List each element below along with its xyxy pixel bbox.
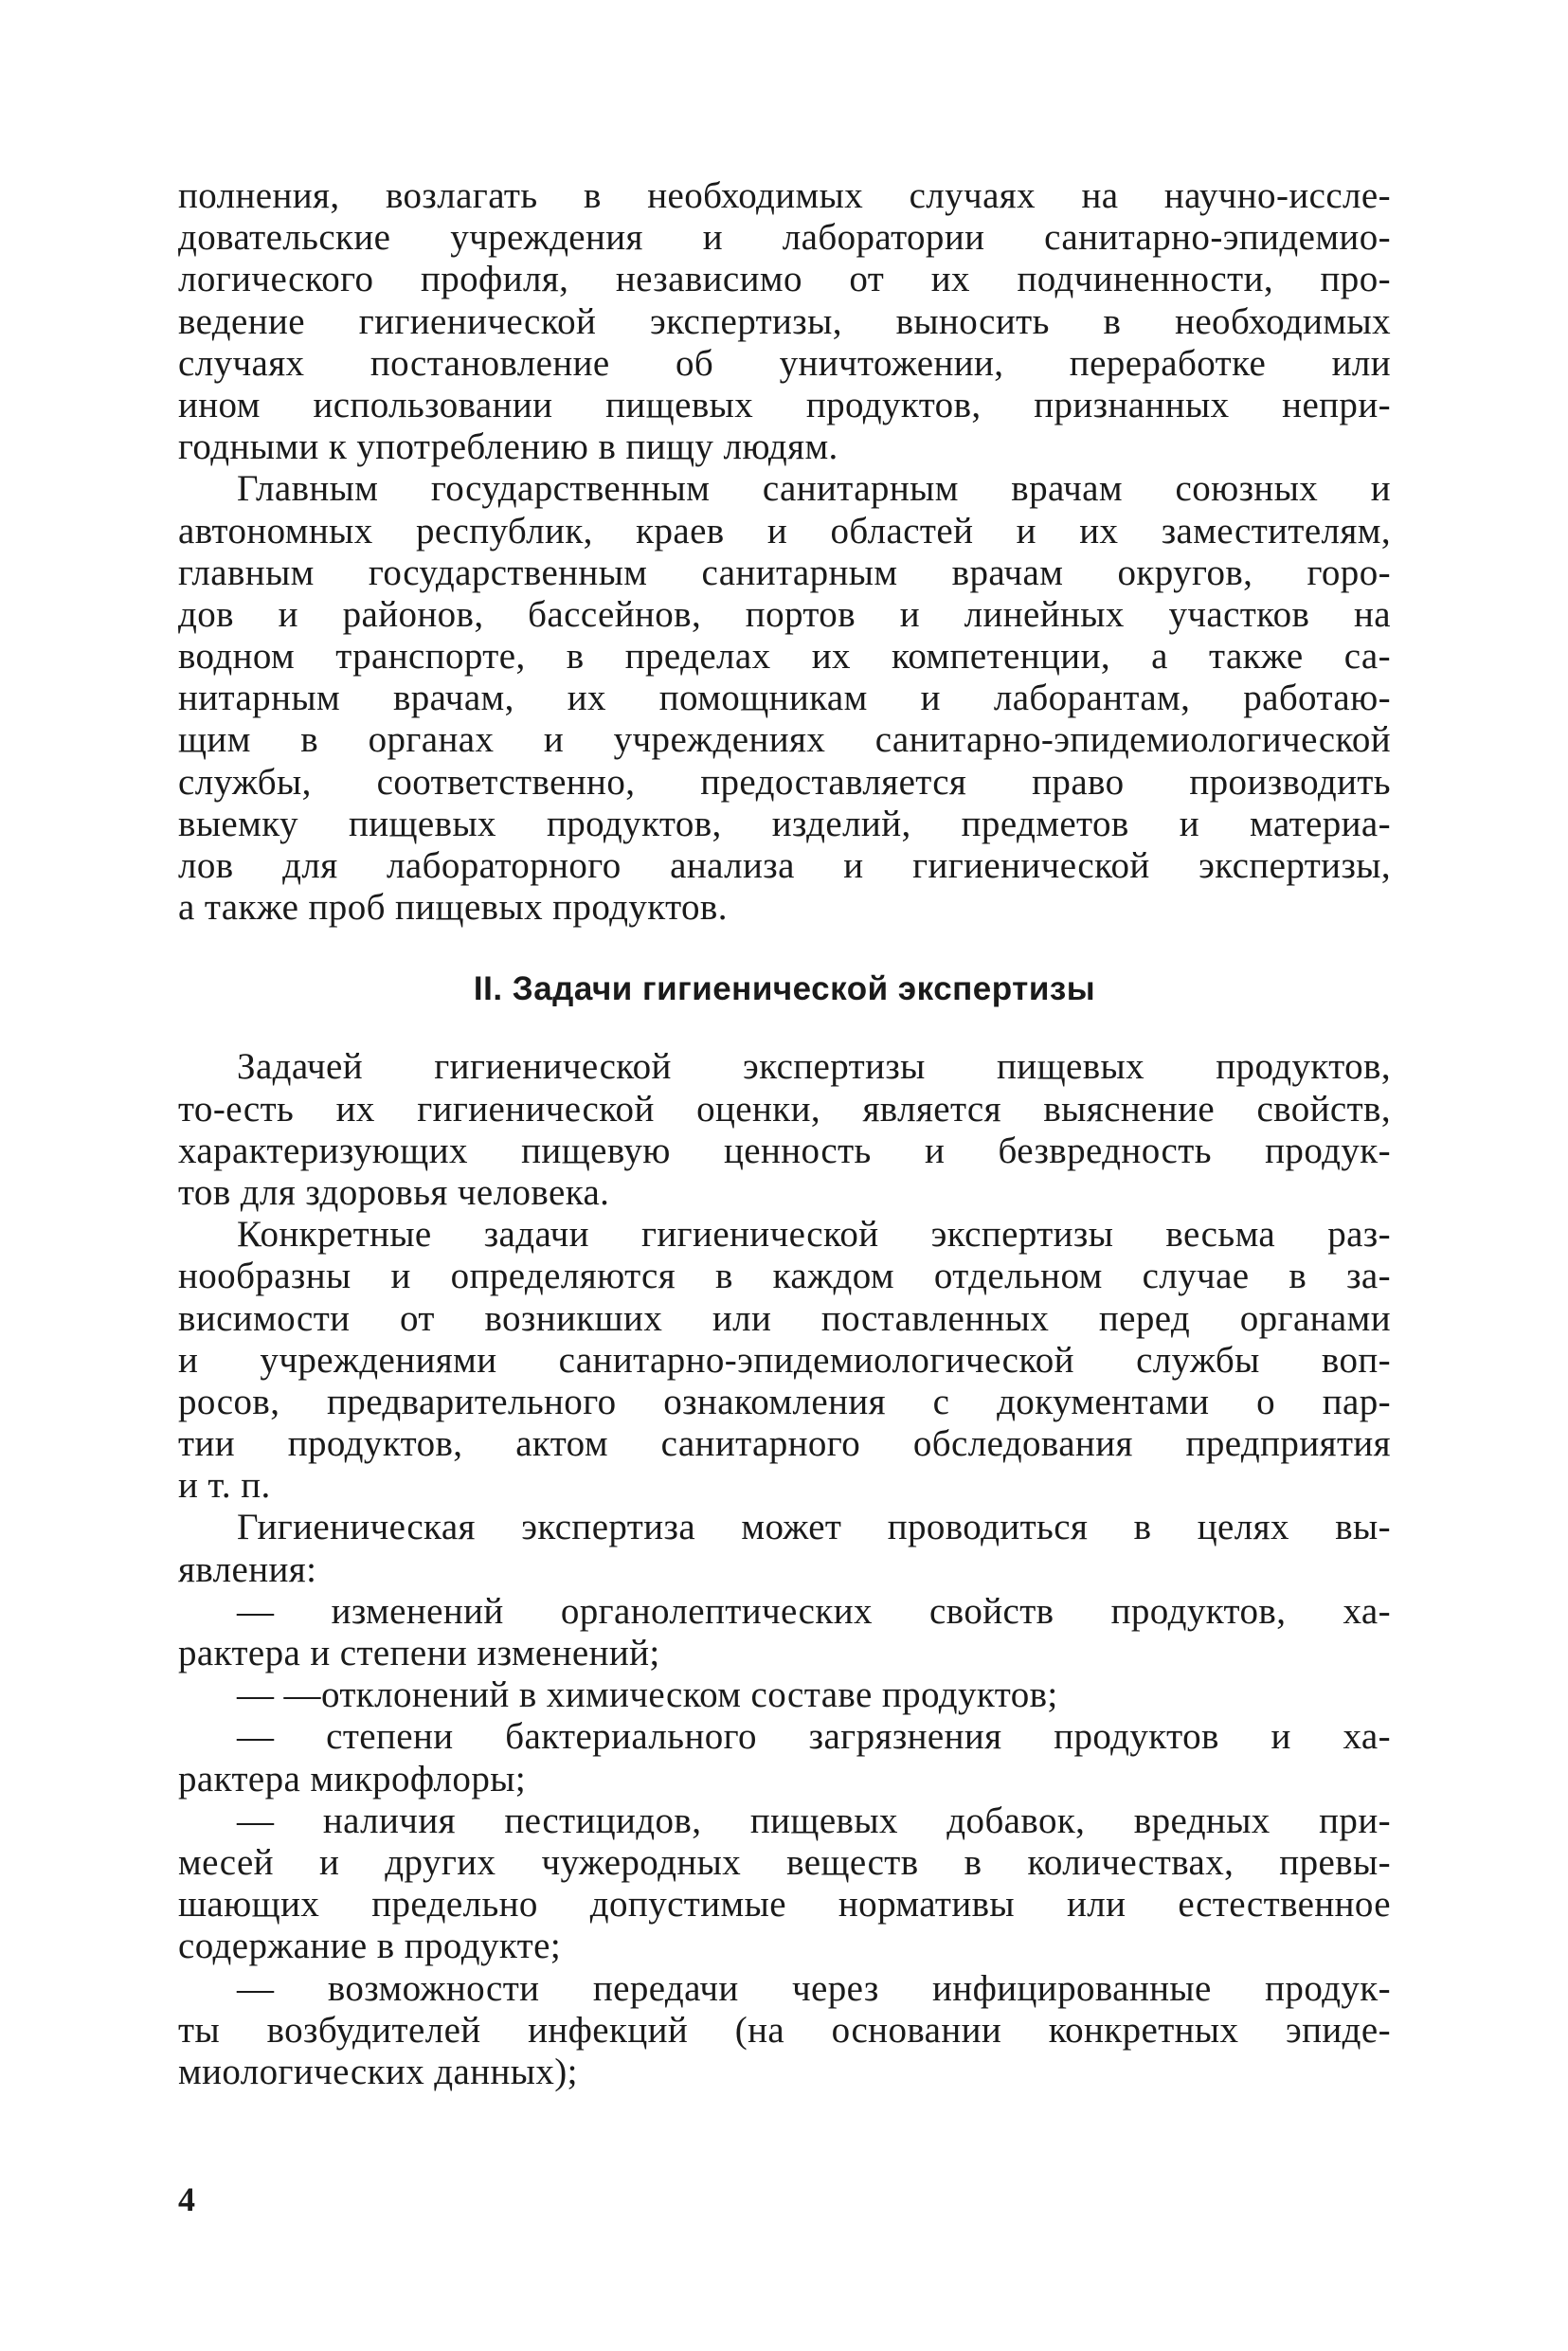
text-line: и т. п.	[178, 1465, 271, 1507]
text-line: лов для лабораторного анализа и гигиенической экспертизы,	[178, 845, 1391, 886]
text-line: висимости от возникших или поставленных перед органами	[178, 1297, 1391, 1339]
text-line: — изменений органолептических свойств продуктов, ха-	[237, 1590, 1391, 1632]
text-line: службы, соответственно, предоставляется право производить	[178, 761, 1391, 803]
paragraph-task-definition	[178, 1046, 1391, 1214]
text-line: автономных республик, краев и областей и их заместителям,	[178, 510, 1391, 552]
text-line: полнения, возлагать в необходимых случаях на научно-иссле-	[178, 175, 1391, 216]
list-item-pesticides	[178, 1800, 1391, 1968]
text-line: главным государственным санитарным врачам округов, горо-	[178, 552, 1391, 593]
text-line: — —отклонений в химическом составе продуктов;	[237, 1674, 1058, 1716]
text-line: тов для здоровья человека.	[178, 1171, 610, 1213]
text-line: характеризующих пищевую ценность и безвредность продук-	[178, 1130, 1391, 1171]
text-line: росов, предварительного ознакомления с документами о пар-	[178, 1381, 1391, 1422]
text-line: — наличия пестицидов, пищевых добавок, вредных при-	[237, 1799, 1391, 1841]
paragraph-specific-tasks	[178, 1214, 1391, 1507]
text-line: щим в органах и учреждениях санитарно-эпидемиологической	[178, 719, 1391, 761]
list-item-organoleptic	[178, 1591, 1391, 1674]
text-line: шающих предельно допустимые нормативы или естественное	[178, 1884, 1391, 1926]
text-line: явления:	[178, 1548, 317, 1590]
text-line: Конкретные задачи гигиенической экспертизы весьма раз-	[237, 1214, 1391, 1256]
page-number: 4	[178, 2180, 195, 2218]
list-item-chemical	[178, 1674, 1391, 1716]
list-item-infection	[178, 1968, 1391, 2094]
text-line: Задачей гигиенической экспертизы пищевых продуктов,	[237, 1046, 1391, 1088]
paragraph-expertise-goals	[178, 1507, 1391, 1590]
text-line: миологических данных);	[178, 2051, 578, 2092]
text-line: логического профиля, независимо от их подчиненности, про-	[178, 259, 1391, 300]
text-line: и учреждениями санитарно-эпидемиологической службы воп-	[178, 1339, 1391, 1381]
text-line: довательские учреждения и лаборатории санитарно-эпидемио-	[178, 217, 1391, 259]
text-line: случаях постановление об уничтожении, переработке или	[178, 342, 1391, 384]
text-line: тии продуктов, актом санитарного обследования предприятия	[178, 1423, 1391, 1465]
text-line: а также проб пищевых продуктов.	[178, 887, 728, 929]
paragraph-continued	[178, 175, 1391, 468]
text-line: рактера и степени изменений;	[178, 1633, 660, 1673]
text-line: месей и других чужеродных веществ в количествах, превы-	[178, 1841, 1391, 1883]
text-line: рактера микрофлоры;	[178, 1758, 527, 1799]
text-line: ведение гигиенической экспертизы, выносить в необходимых	[178, 300, 1391, 342]
text-line: Главным государственным санитарным врачам союзных и	[237, 468, 1391, 510]
text-line: водном транспорте, в пределах их компетенции, а также са-	[178, 636, 1391, 678]
text-line: то-есть их гигиенической оценки, является выяснение свойств,	[178, 1088, 1391, 1130]
text-line: содержание в продукте;	[178, 1926, 562, 1967]
text-line: нитарным врачам, их помощникам и лаборантам, работаю-	[178, 678, 1391, 719]
text-line: выемку пищевых продуктов, изделий, предметов и материа-	[178, 803, 1391, 844]
text-line: — возможности передачи через инфицированные продук-	[237, 1967, 1391, 2009]
text-line: Гигиеническая экспертиза может проводиться в целях вы-	[237, 1507, 1391, 1548]
list-item-bacterial	[178, 1716, 1391, 1799]
text-line: ином использовании пищевых продуктов, признанных непри-	[178, 384, 1391, 425]
text-line: нообразны и определяются в каждом отдельном случае в за-	[178, 1256, 1391, 1297]
paragraph-sanitary-doctors	[178, 468, 1391, 929]
section-heading: II. Задачи гигиенической экспертизы	[473, 970, 1096, 1008]
page-body	[178, 175, 1391, 2093]
text-line: дов и районов, бассейнов, портов и линейных участков на	[178, 593, 1391, 635]
text-line: — степени бактериального загрязнения продуктов и ха-	[237, 1716, 1391, 1758]
text-line: годными к употреблению в пищу людям.	[178, 426, 838, 468]
text-line: ты возбудителей инфекций (на основании конкретных эпиде-	[178, 2009, 1391, 2051]
